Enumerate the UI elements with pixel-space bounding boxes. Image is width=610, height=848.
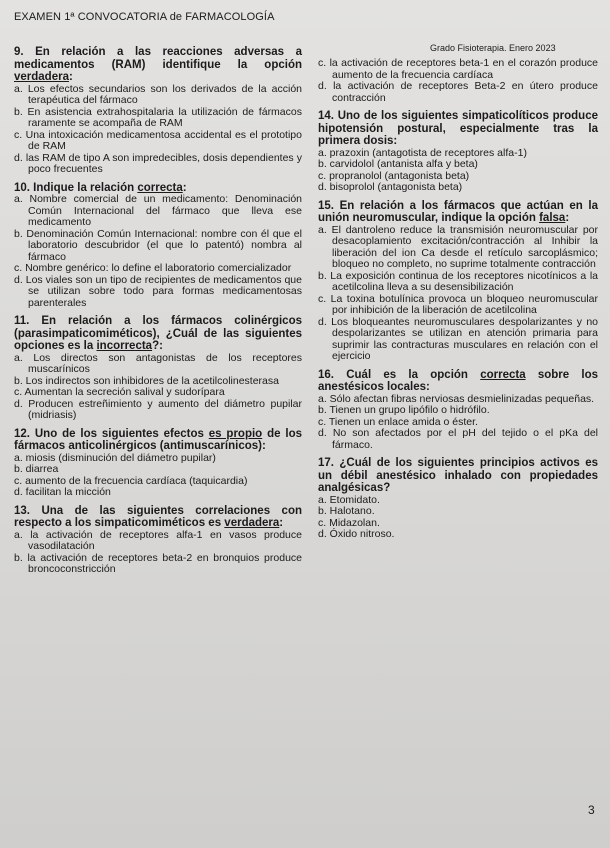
question <box>318 200 598 363</box>
exam-title: EXAMEN 1ª CONVOCATORIA de FARMACOLOGÍA <box>14 11 275 23</box>
answer-option: c. propranolol (antagonista beta) <box>318 169 470 182</box>
answer-option: b. Los indirectos son inhibidores de la acetilcolinesterasa <box>14 374 279 387</box>
question-stem <box>14 315 302 353</box>
question-stem-text: 15. En relación a los fármacos que actúan en la unión neuromuscular, indique la opción <box>318 199 598 224</box>
answer-option: a. El dantroleno reduce la transmisión neuromuscular por desacoplamiento excitación/contracción al Inhibir la liberación del ion Ca desde el retículo sarcoplásmico; bloqueo no completo, no suprime totalmente contracción <box>318 223 598 270</box>
answer-option: d. Producen estreñimiento y aumento del diámetro pupilar (midriasis) <box>14 397 302 421</box>
question-continued <box>318 58 598 104</box>
question-stem-text: 14. Uno de los siguientes simpaticolíticos produce hipotensión postural, especialmente tras la primera dosis: <box>318 110 598 147</box>
question-stem-end: : <box>182 181 187 194</box>
question-stem-emphasis: correcta <box>480 368 526 381</box>
answer-option: b. la activación de receptores beta-2 en bronquios produce broncoconstricción <box>14 551 302 575</box>
answer-option: c. Nombre genérico: lo define el laboratorio comercializador <box>14 262 292 274</box>
answer-option: a. miosis (disminución del diámetro pupilar) <box>14 451 216 464</box>
answer-option: d. Los bloqueantes neuromusculares despolarizantes y no despolarizantes se utilizan en atención primaria para suprimir las contracturas musculares en relación con el ejercicio <box>318 315 598 362</box>
question-stem-end: : <box>68 71 73 83</box>
question-stem <box>318 457 598 495</box>
answer-option: c. La toxina botulínica provoca un bloqueo neuromuscular por inhibición de la liberación de acetilcolina <box>318 292 598 316</box>
answer-option: c. la activación de receptores beta-1 en el corazón produce aumento de la frecuencia cardíaca <box>318 57 598 81</box>
question <box>318 457 598 541</box>
question-stem-emphasis: incorrecta <box>96 340 153 352</box>
question-stem-text: 16. Cuál es la opción <box>318 368 468 381</box>
page-number: 3 <box>588 803 595 817</box>
question-stem <box>318 110 598 148</box>
answer-option: b. La exposición continua de los receptores nicotínicos a la acetilcolina lleva a su desensibilización <box>318 269 598 293</box>
question-stem <box>318 200 598 225</box>
answer-option: d. bisoprolol (antagonista beta) <box>318 181 463 193</box>
question-stem-emphasis: correcta <box>137 181 183 194</box>
answer-option: c. aumento de la frecuencia cardíaca (taquicardia) <box>14 474 248 487</box>
question-stem-end: : <box>565 212 570 224</box>
answer-option: b. Denominación Común Internacional: nombre con él que el laboratorio descubridor (el que lo patentó) nombra al fármaco <box>14 227 302 263</box>
question-stem-text: 13. Una de las siguientes correlaciones con respecto a los simpaticomiméticos es <box>14 504 302 529</box>
right-column <box>318 58 598 547</box>
answer-option: b. En asistencia extrahospitalaria la utilización de fármacos raramente se acompaña de RAM <box>14 105 302 129</box>
answer-option: a. prazoxin (antagotista de receptores alfa-1) <box>318 146 527 159</box>
question-stem-text: 9. En relación a las reacciones adversas a medicamentos (RAM) identifique la opción <box>14 46 302 71</box>
answer-option: d. Óxido nitroso. <box>318 528 395 540</box>
answer-option: a. Sólo afectan fibras nerviosas desmielinizadas pequeñas. <box>318 392 595 405</box>
left-column <box>14 46 302 582</box>
question <box>14 428 302 499</box>
question-stem <box>318 369 598 394</box>
question <box>318 110 598 194</box>
question-stem-text: 17. ¿Cuál de los siguientes principios activos es un débil anestésico inhalado con propiedades analgésicas? <box>318 457 598 494</box>
answer-option: d. facilitan la micción <box>14 486 111 498</box>
answer-option: c. Aumentan la secreción salival y sudorípara <box>14 386 225 398</box>
question-stem-end: ?: <box>152 340 163 352</box>
question <box>14 505 302 576</box>
question-stem-text: 11. En relación a los fármacos colinérgicos (parasimpaticomiméticos), ¿Cuál de las siguientes opciones es la <box>14 315 302 352</box>
question-stem-emphasis: falsa <box>539 212 566 224</box>
answer-option: d. las RAM de tipo A son impredecibles, dosis dependientes y poco frecuentes <box>14 151 302 175</box>
question-stem-text: 12. Uno de los siguientes efectos <box>14 427 204 440</box>
question-stem-emphasis: verdadera <box>224 517 280 529</box>
question-stem <box>14 46 302 84</box>
answer-option: a. Nombre comercial de un medicamento: Denominación Común Internacional del fármaco que lleva ese medicamento <box>14 193 302 228</box>
question <box>14 182 302 310</box>
question-stem-emphasis: es propio <box>208 427 263 440</box>
question-stem <box>14 505 302 530</box>
question-stem-emphasis: verdadera <box>14 71 69 83</box>
answer-option: a. la activación de receptores alfa-1 en vasos produce vasodilatación <box>14 528 302 552</box>
answer-option: b. Tienen un grupo lipófilo o hidrófilo. <box>318 404 490 416</box>
answer-option: b. Halotano. <box>318 505 375 517</box>
question <box>318 369 598 452</box>
answer-option: a. Los directos son antagonistas de los receptores muscarínicos <box>14 351 302 375</box>
answer-option: a. Etomidato. <box>318 493 380 506</box>
question <box>14 46 302 176</box>
exam-subtitle: Grado Fisioterapia. Enero 2023 <box>430 43 556 53</box>
answer-option: a. Los efectos secundarios son los derivados de la acción terapéutica del fármaco <box>14 82 302 106</box>
question-stem <box>14 428 302 453</box>
question-stem-end: de los fármacos anticolinérgicos (antimuscarínicos): <box>14 427 302 452</box>
question <box>14 315 302 422</box>
question-stem-end: : <box>279 517 284 529</box>
answer-option: c. Tienen un enlace amida o éster. <box>318 415 478 428</box>
answer-option: d. Los viales son un tipo de recipientes de medicamentos que se utilizan sobre todo para formas medicamentosas parenterales <box>14 273 302 309</box>
answer-option: c. Midazolan. <box>318 516 380 529</box>
question-stem-end: sobre los anestésicos locales: <box>318 368 599 393</box>
answer-option: d. No son afectados por el pH del tejido o el pKa del fármaco. <box>318 427 598 451</box>
answer-option: d. la activación de receptores Beta-2 en útero produce contracción <box>318 80 598 104</box>
question-stem-text: 10. Indique la relación <box>14 181 135 194</box>
answer-option: b. diarrea <box>14 463 59 475</box>
answer-option: b. carvidolol (antanista alfa y beta) <box>318 158 478 170</box>
answer-option: c. Una intoxicación medicamentosa accidental es el prototipo de RAM <box>14 128 302 152</box>
